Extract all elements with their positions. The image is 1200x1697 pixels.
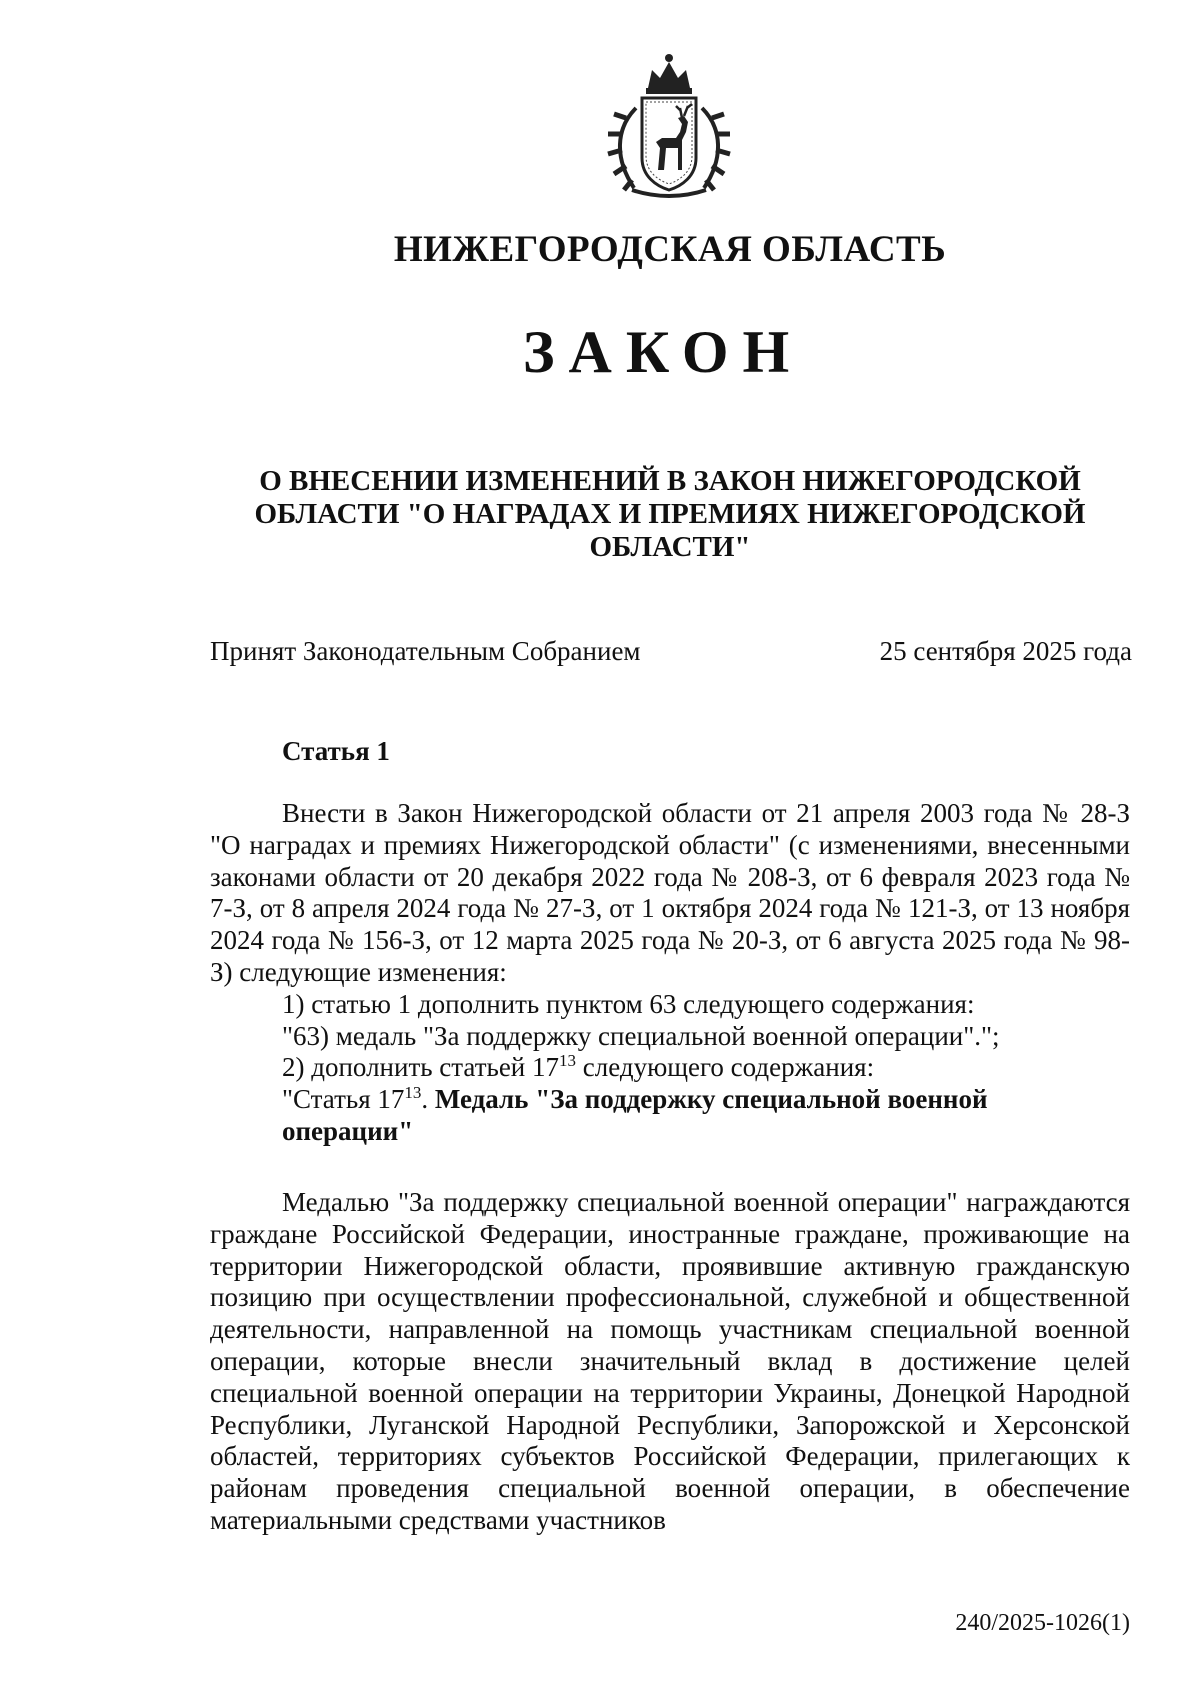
amendment-item-2	[210, 1052, 1130, 1084]
medal-paragraph: Медалью "За поддержку специальной военной операции" награждаются граждане Российской Федерации, иностранные граждане, проживающие на территории Нижегородской области, проявившие активную гражданскую позицию при осуществлении профессиональной, служебной и общественной деятельности, направленной на помощь участникам специальной военной операции, которые внесли значительный вклад в достижение целей специальной военной операции на территории Украины, Донецкой Народной Республики, Луганской Народной Республики, Запорожской и Херсонской областей, территориях субъектов Российской Федерации, прилегающих к районам проведения специальной военной операции, в обеспечение материальными средствами участников	[210, 1187, 1130, 1535]
medal-description	[210, 1187, 1130, 1537]
new-article-dot: .	[421, 1084, 435, 1115]
coat-of-arms-icon	[596, 48, 742, 202]
article-intro-paragraph: Внести в Закон Нижегородской области от 21 апреля 2003 года № 28-З "О наградах и премиях Нижегородской области" (с изменениями, внесенными законами области от 20 декабря 2022 года № 208-З, от 6 февраля 2023 года № 7-З, от 8 апреля 2024 года № 27-З, от 1 октября 2024 года № 121-З, от 13 ноября 2024 года № 156-З, от 12 марта 2025 года № 20-З, от 6 августа 2025 года № 98-З) следующие изменения:	[210, 798, 1130, 987]
new-article-name: Медаль "За поддержку специальной военной	[434, 1084, 988, 1115]
superscript: 13	[559, 1051, 577, 1071]
new-article-name-cont: операции"	[282, 1115, 414, 1146]
document-type-title: ЗАКОН	[522, 319, 804, 385]
article-body	[210, 798, 1130, 1148]
superscript: 13	[404, 1083, 422, 1103]
adoption-date: 25 сентября 2025 года	[879, 636, 1132, 666]
document-number: 240/2025-1026(1)	[955, 1610, 1130, 1636]
adoption-text: Принят Законодательным Собранием	[210, 636, 641, 666]
amendment-item-2-tail: следующего содержания:	[576, 1052, 875, 1083]
new-article-label: "Статья 17	[282, 1084, 405, 1115]
amendment-item-1: 1) статью 1 дополнить пунктом 63 следующего содержания:	[282, 988, 975, 1019]
region-title: НИЖЕГОРОДСКАЯ ОБЛАСТЬ	[393, 229, 947, 270]
amendment-item-1-quote: "63) медаль "За поддержку специальной военной операции".";	[282, 1020, 1000, 1051]
amendment-item-2-text: 2) дополнить статьей 17	[282, 1052, 560, 1083]
law-subject-title: О ВНЕСЕНИИ ИЗМЕНЕНИЙ В ЗАКОН НИЖЕГОРОДСКОЙ ОБЛАСТИ "О НАГРАДАХ И ПРЕМИЯХ НИЖЕГОРОДСКОЙ ОБЛАСТИ"	[254, 465, 1086, 563]
new-article-title	[210, 1084, 1130, 1116]
article-heading: Статья 1	[282, 736, 390, 766]
